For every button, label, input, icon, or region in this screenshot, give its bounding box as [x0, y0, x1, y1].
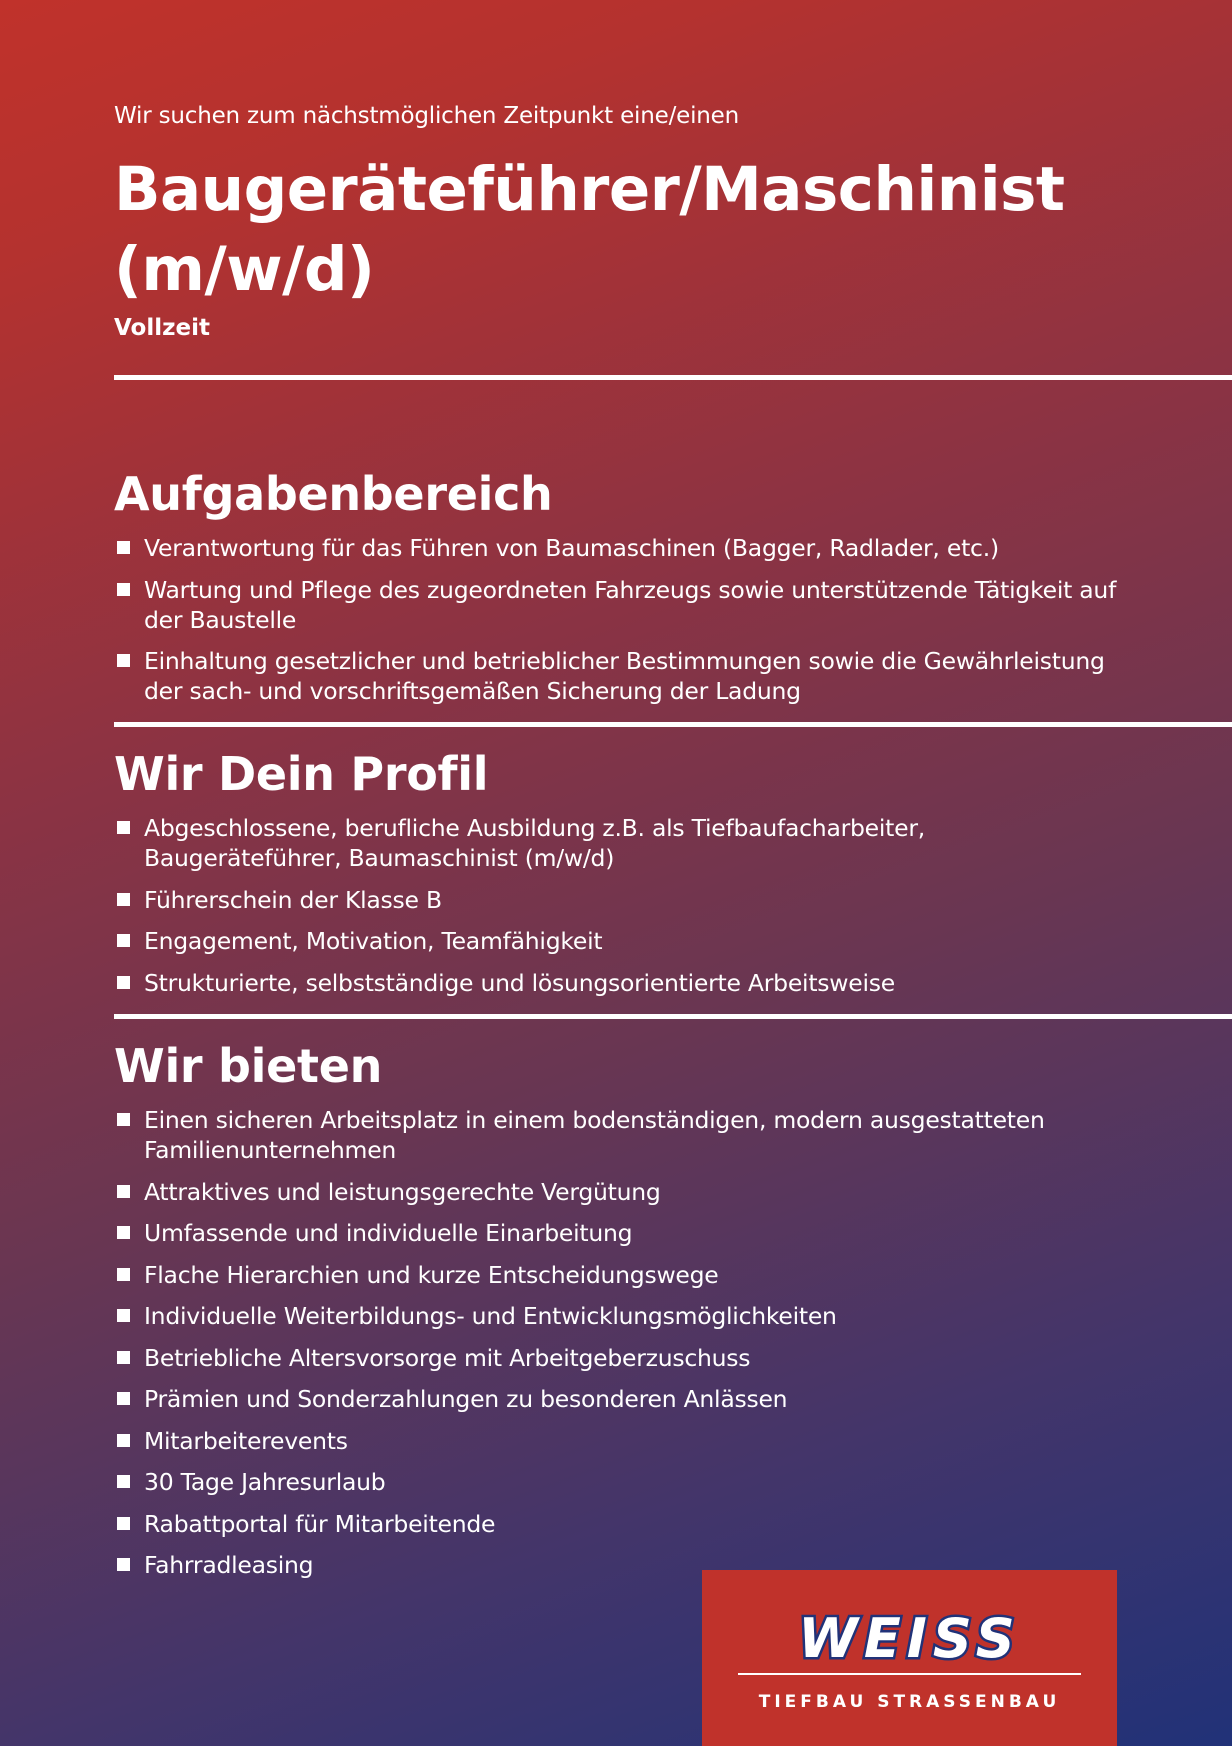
list-item: Einen sicheren Arbeitsplatz in einem bodenständigen, modern ausgestatteten Familienunternehmen: [114, 1105, 1124, 1165]
list-item: Führerschein der Klasse B: [114, 885, 1124, 915]
list-item: Fahrradleasing: [114, 1550, 1124, 1580]
divider: [114, 1014, 1232, 1019]
square-bullet-icon: [117, 1113, 130, 1126]
list-item: Engagement, Motivation, Teamfähigkeit: [114, 926, 1124, 956]
list-item: Strukturierte, selbstständige und lösungsorientierte Arbeitsweise: [114, 968, 1124, 998]
square-bullet-icon: [117, 1226, 130, 1239]
square-bullet-icon: [117, 1268, 130, 1281]
list-item: Prämien und Sonderzahlungen zu besonderen Anlässen: [114, 1384, 1124, 1414]
divider: [114, 375, 1232, 380]
list-item: Verantwortung für das Führen von Baumaschinen (Bagger, Radlader, etc.): [114, 533, 1124, 563]
section-heading: Wir bieten: [114, 1039, 383, 1093]
benefits-list: [114, 1105, 1124, 1580]
profile-list: [114, 813, 1124, 998]
section-profil: [114, 745, 1124, 1009]
list-item: Abgeschlossene, berufliche Ausbildung z.B. als Tiefbaufacharbeiter, Baugeräteführer, Baumaschinist (m/w/d): [114, 813, 1124, 873]
intro-text: Wir suchen zum nächstmöglichen Zeitpunkt eine/einen: [114, 103, 739, 129]
list-item: Mitarbeiterevents: [114, 1426, 1124, 1456]
list-item: Wartung und Pflege des zugeordneten Fahrzeugs sowie unterstützende Tätigkeit auf der Baustelle: [114, 575, 1124, 635]
weiss-wordmark: [764, 1608, 1055, 1666]
list-item: Flache Hierarchien und kurze Entscheidungswege: [114, 1260, 1124, 1290]
square-bullet-icon: [117, 1185, 130, 1198]
list-item: Umfassende und individuelle Einarbeitung: [114, 1218, 1124, 1248]
svg-text:WEISS: WEISS: [798, 1608, 1021, 1666]
square-bullet-icon: [117, 893, 130, 906]
square-bullet-icon: [117, 821, 130, 834]
list-item: Betriebliche Altersvorsorge mit Arbeitgeberzuschuss: [114, 1343, 1124, 1373]
square-bullet-icon: [117, 1475, 130, 1488]
square-bullet-icon: [117, 1309, 130, 1322]
section-aufgabenbereich: [114, 465, 1124, 718]
logo-tagline: TIEFBAU STRASSENBAU: [758, 1692, 1061, 1712]
section-wir-bieten: [114, 1037, 1124, 1592]
list-item: Einhaltung gesetzlicher und betrieblicher Bestimmungen sowie die Gewährleistung der sach- und vorschriftsgemäßen Sicherung der Ladung: [114, 646, 1124, 706]
square-bullet-icon: [117, 1558, 130, 1571]
square-bullet-icon: [117, 1434, 130, 1447]
divider: [114, 722, 1232, 727]
square-bullet-icon: [117, 1392, 130, 1405]
list-item: 30 Tage Jahresurlaub: [114, 1467, 1124, 1497]
task-list: [114, 533, 1124, 706]
square-bullet-icon: [117, 654, 130, 667]
company-logo: [702, 1570, 1117, 1746]
list-item: Rabattportal für Mitarbeitende: [114, 1509, 1124, 1539]
square-bullet-icon: [117, 541, 130, 554]
square-bullet-icon: [117, 976, 130, 989]
square-bullet-icon: [117, 1351, 130, 1364]
square-bullet-icon: [117, 1517, 130, 1530]
logo-divider: [738, 1673, 1081, 1675]
section-heading: Wir Dein Profil: [114, 747, 489, 801]
square-bullet-icon: [117, 934, 130, 947]
section-heading: Aufgabenbereich: [114, 467, 553, 521]
square-bullet-icon: [117, 583, 130, 596]
list-item: Attraktives und leistungsgerechte Vergütung: [114, 1177, 1124, 1207]
list-item: Individuelle Weiterbildungs- und Entwicklungsmöglichkeiten: [114, 1301, 1124, 1331]
job-title: Baugeräteführer/Maschinist (m/w/d): [114, 154, 1065, 305]
employment-type: Vollzeit: [114, 315, 210, 341]
